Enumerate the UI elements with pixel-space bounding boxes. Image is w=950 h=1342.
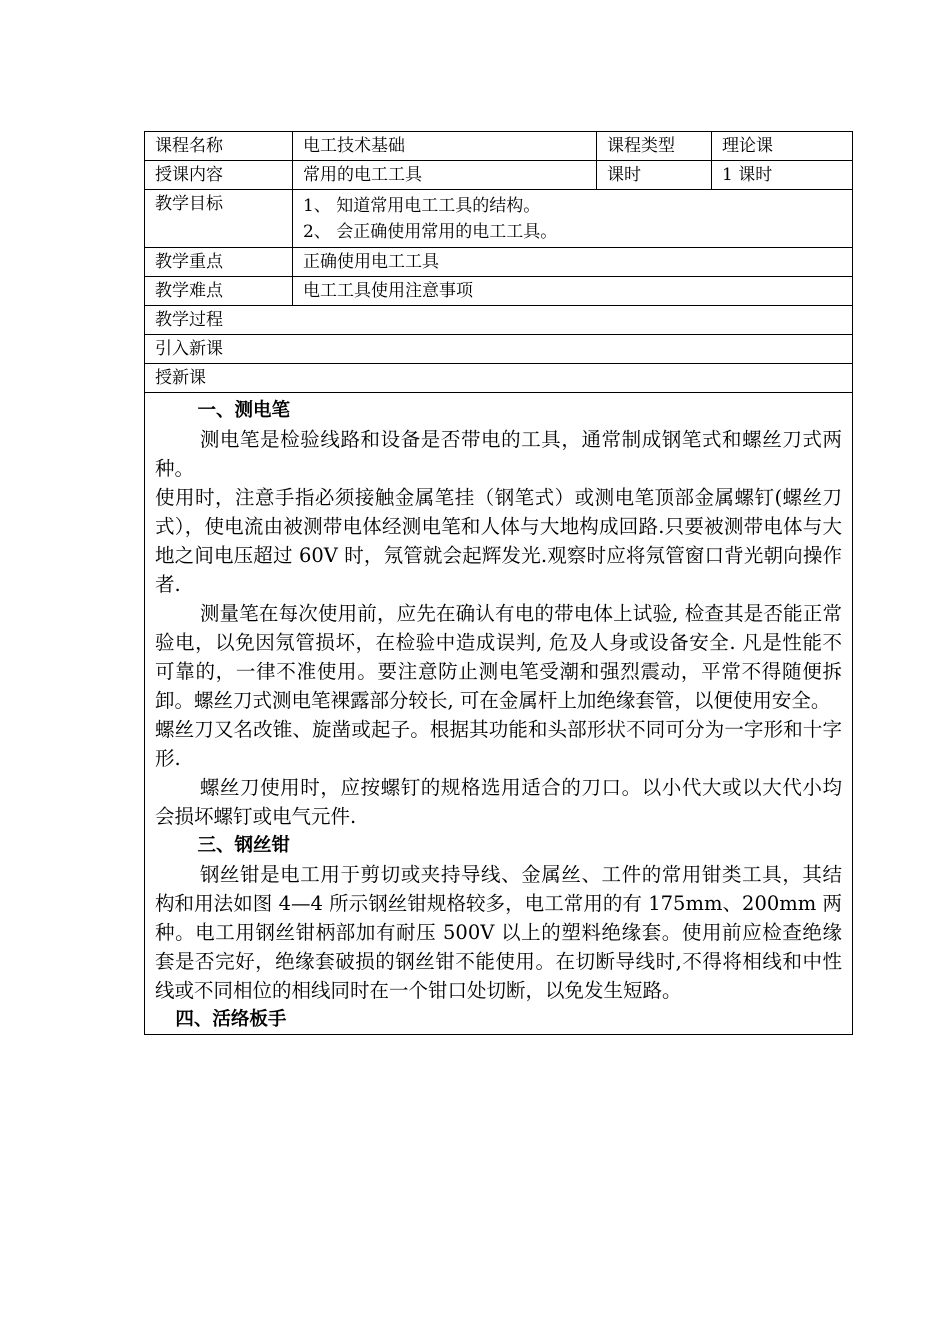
course-type-value: 理论课 bbox=[712, 132, 853, 161]
course-name-value: 电工技术基础 bbox=[293, 132, 597, 161]
section-heading-wrench: 四、活络板手 bbox=[175, 1009, 287, 1030]
lesson-content-cell bbox=[145, 393, 853, 1035]
row-difficulties bbox=[145, 277, 853, 306]
row-course-name bbox=[145, 132, 853, 161]
objectives-label: 教学目标 bbox=[145, 190, 293, 248]
key-points-value: 正确使用电工工具 bbox=[293, 248, 853, 277]
row-process bbox=[145, 306, 853, 335]
row-key-points bbox=[145, 248, 853, 277]
objective-item: 1、 知道常用电工工具的结构。 bbox=[303, 196, 541, 216]
hours-label: 课时 bbox=[597, 161, 712, 190]
row-objectives bbox=[145, 190, 853, 248]
row-new-lesson bbox=[145, 364, 853, 393]
paragraph: 螺丝刀又名改锥、旋凿或起子。根据其功能和头部形状不同可分为一字形和十字形. bbox=[155, 718, 842, 770]
objective-item: 2、 会正确使用常用的电工工具。 bbox=[303, 222, 558, 242]
process-label: 教学过程 bbox=[145, 306, 853, 335]
paragraph: 测电笔是检验线路和设备是否带电的工具，通常制成钢笔式和螺丝刀式两种。 bbox=[155, 428, 842, 480]
section-heading-test-pen: 一、测电笔 bbox=[197, 400, 291, 421]
section-heading-pliers: 三、钢丝钳 bbox=[197, 835, 291, 856]
content-label: 授课内容 bbox=[145, 161, 293, 190]
paragraph: 使用时，注意手指必须接触金属笔挂（钢笔式）或测电笔顶部金属螺钉(螺丝刀式），使电流由被测带电体经测电笔和人体与大地构成回路.只要被测带电体与大地之间电压超过 60V 时，氖管就会起辉发光.观察时应将氖管窗口背光朝向操作者. bbox=[155, 486, 842, 596]
lesson-plan-table bbox=[144, 131, 853, 1035]
paragraph: 测量笔在每次使用前，应先在确认有电的带电体上试验, 检查其是否能正常验电，以免因氖管损坏，在检验中造成误判, 危及人身或设备安全. 凡是性能不可靠的，一律不准使用。要注意防止测电笔受潮和强烈震动，平常不得随便拆卸。螺丝刀式测电笔裸露部分较长, 可在金属杆上加绝缘套管，以便使用安全。 bbox=[155, 602, 842, 712]
course-type-label: 课程类型 bbox=[597, 132, 712, 161]
row-lesson-content bbox=[145, 393, 853, 1035]
difficulties-label: 教学难点 bbox=[145, 277, 293, 306]
new-lesson-label: 授新课 bbox=[145, 364, 853, 393]
difficulties-value: 电工工具使用注意事项 bbox=[293, 277, 853, 306]
course-name-label: 课程名称 bbox=[145, 132, 293, 161]
paragraph: 螺丝刀使用时，应按螺钉的规格选用适合的刀口。以小代大或以大代小均会损坏螺钉或电气元件. bbox=[155, 776, 842, 828]
content-value: 常用的电工工具 bbox=[293, 161, 597, 190]
objectives-cell bbox=[293, 190, 853, 248]
intro-label: 引入新课 bbox=[145, 335, 853, 364]
row-content bbox=[145, 161, 853, 190]
key-points-label: 教学重点 bbox=[145, 248, 293, 277]
hours-value: 1 课时 bbox=[712, 161, 853, 190]
paragraph: 钢丝钳是电工用于剪切或夹持导线、金属丝、工件的常用钳类工具，其结构和用法如图 4—4 所示钢丝钳规格较多，电工常用的有 175mm、200mm 两种。电工用钢丝钳柄部加有耐压 500V 以上的塑料绝缘套。使用前应检查绝缘套是否完好，绝缘套破损的钢丝钳不能使用。在切断导线时,不得将相线和中性线或不同相位的相线同时在一个钳口处切断，以免发生短路。 bbox=[155, 863, 842, 1002]
row-intro bbox=[145, 335, 853, 364]
